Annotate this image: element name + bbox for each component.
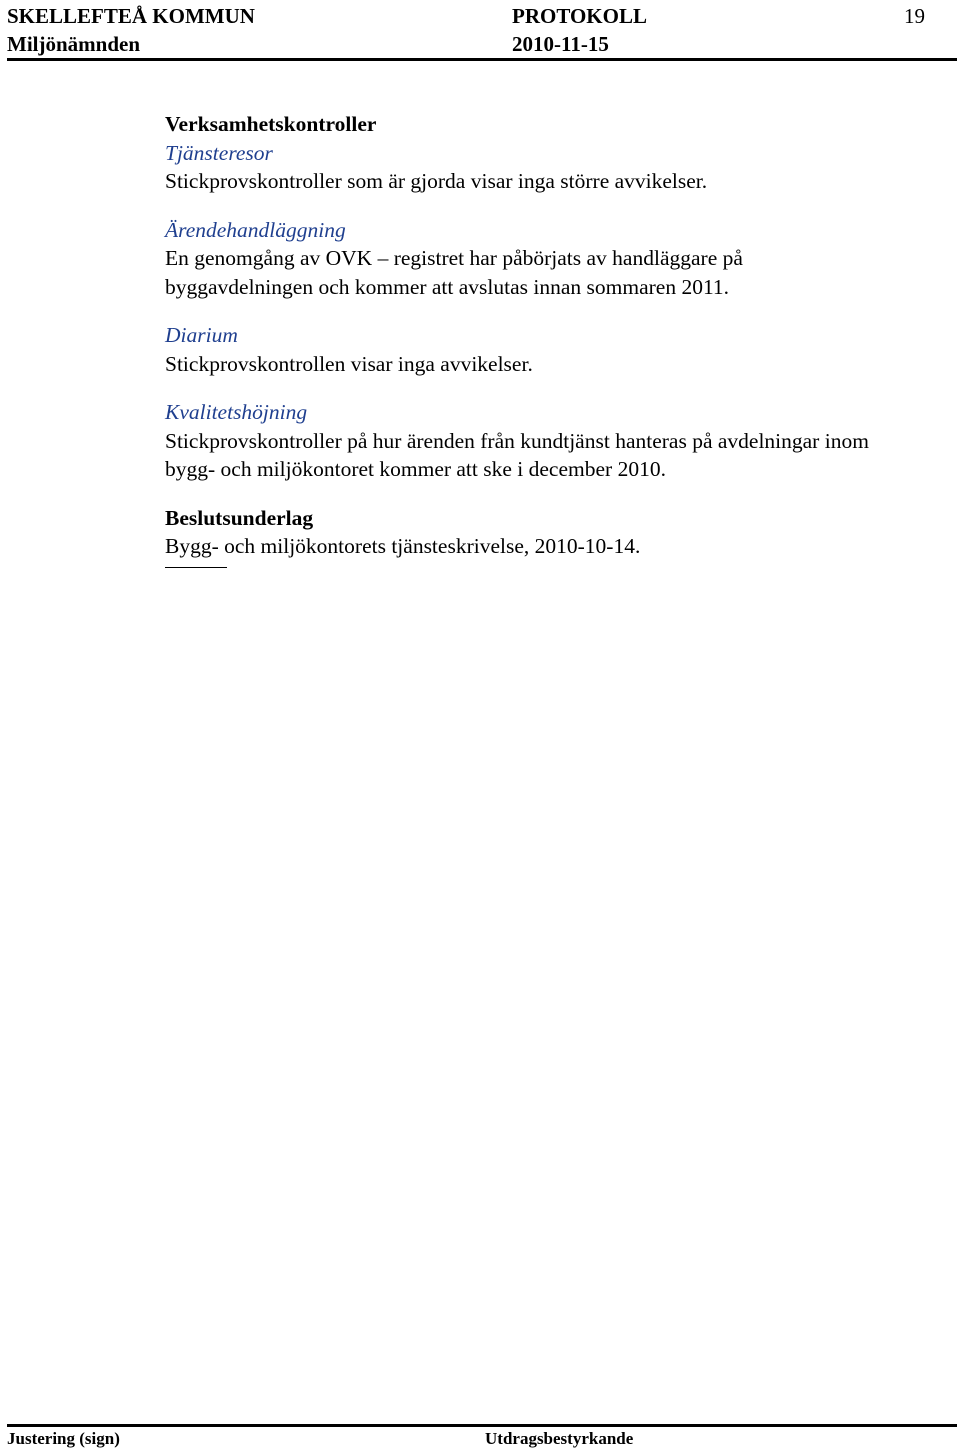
section-subheading: Diarium [165,323,238,347]
section-beslutsunderlag [165,504,885,568]
section-text: Stickprovskontroller som är gjorda visar inga större avvikelser. [165,169,708,193]
section-diarium [165,321,885,378]
page-footer [7,1424,957,1451]
section-text: Stickprovskontrollen visar inga avvikelser. [165,351,533,376]
end-of-section-rule [165,567,227,568]
section-text: En genomgång av OVK – registret har påbörjats av handläggare på byggavdelningen och kommer att avslutas innan sommaren 2011. [165,246,743,299]
header-divider [7,58,957,61]
main-heading: Verksamhetskontroller [165,112,377,136]
organization-name: SKELLEFTEÅ KOMMUN [7,4,255,28]
section-subheading: Tjänsteresor [165,140,273,165]
footer-divider [7,1424,957,1427]
section-tjansteresor [165,110,885,196]
meeting-date: 2010-11-15 [512,32,609,56]
signature-label: Justering (sign) [7,1429,120,1448]
page-header [7,4,957,60]
basis-text: Bygg- och miljökontorets tjänsteskrivelse, 2010-10-14. [165,534,641,558]
board-name: Miljönämnden [7,32,141,56]
section-kvalitetshojning [165,398,885,484]
section-text: Stickprovskontroller på hur ärenden från kundtjänst hanteras på avdelningar inom bygg- och miljökontoret kommer att ske i december 2010. [165,428,869,481]
page-number: 19 [904,4,925,28]
document-body [165,110,885,568]
certification-label: Utdragsbestyrkande [485,1429,634,1448]
document-type: PROTOKOLL [512,4,647,28]
section-subheading: Kvalitetshöjning [165,400,308,424]
section-subheading: Ärendehandläggning [165,217,346,242]
basis-heading: Beslutsunderlag [165,505,314,530]
section-arendehandlaggning [165,216,885,302]
